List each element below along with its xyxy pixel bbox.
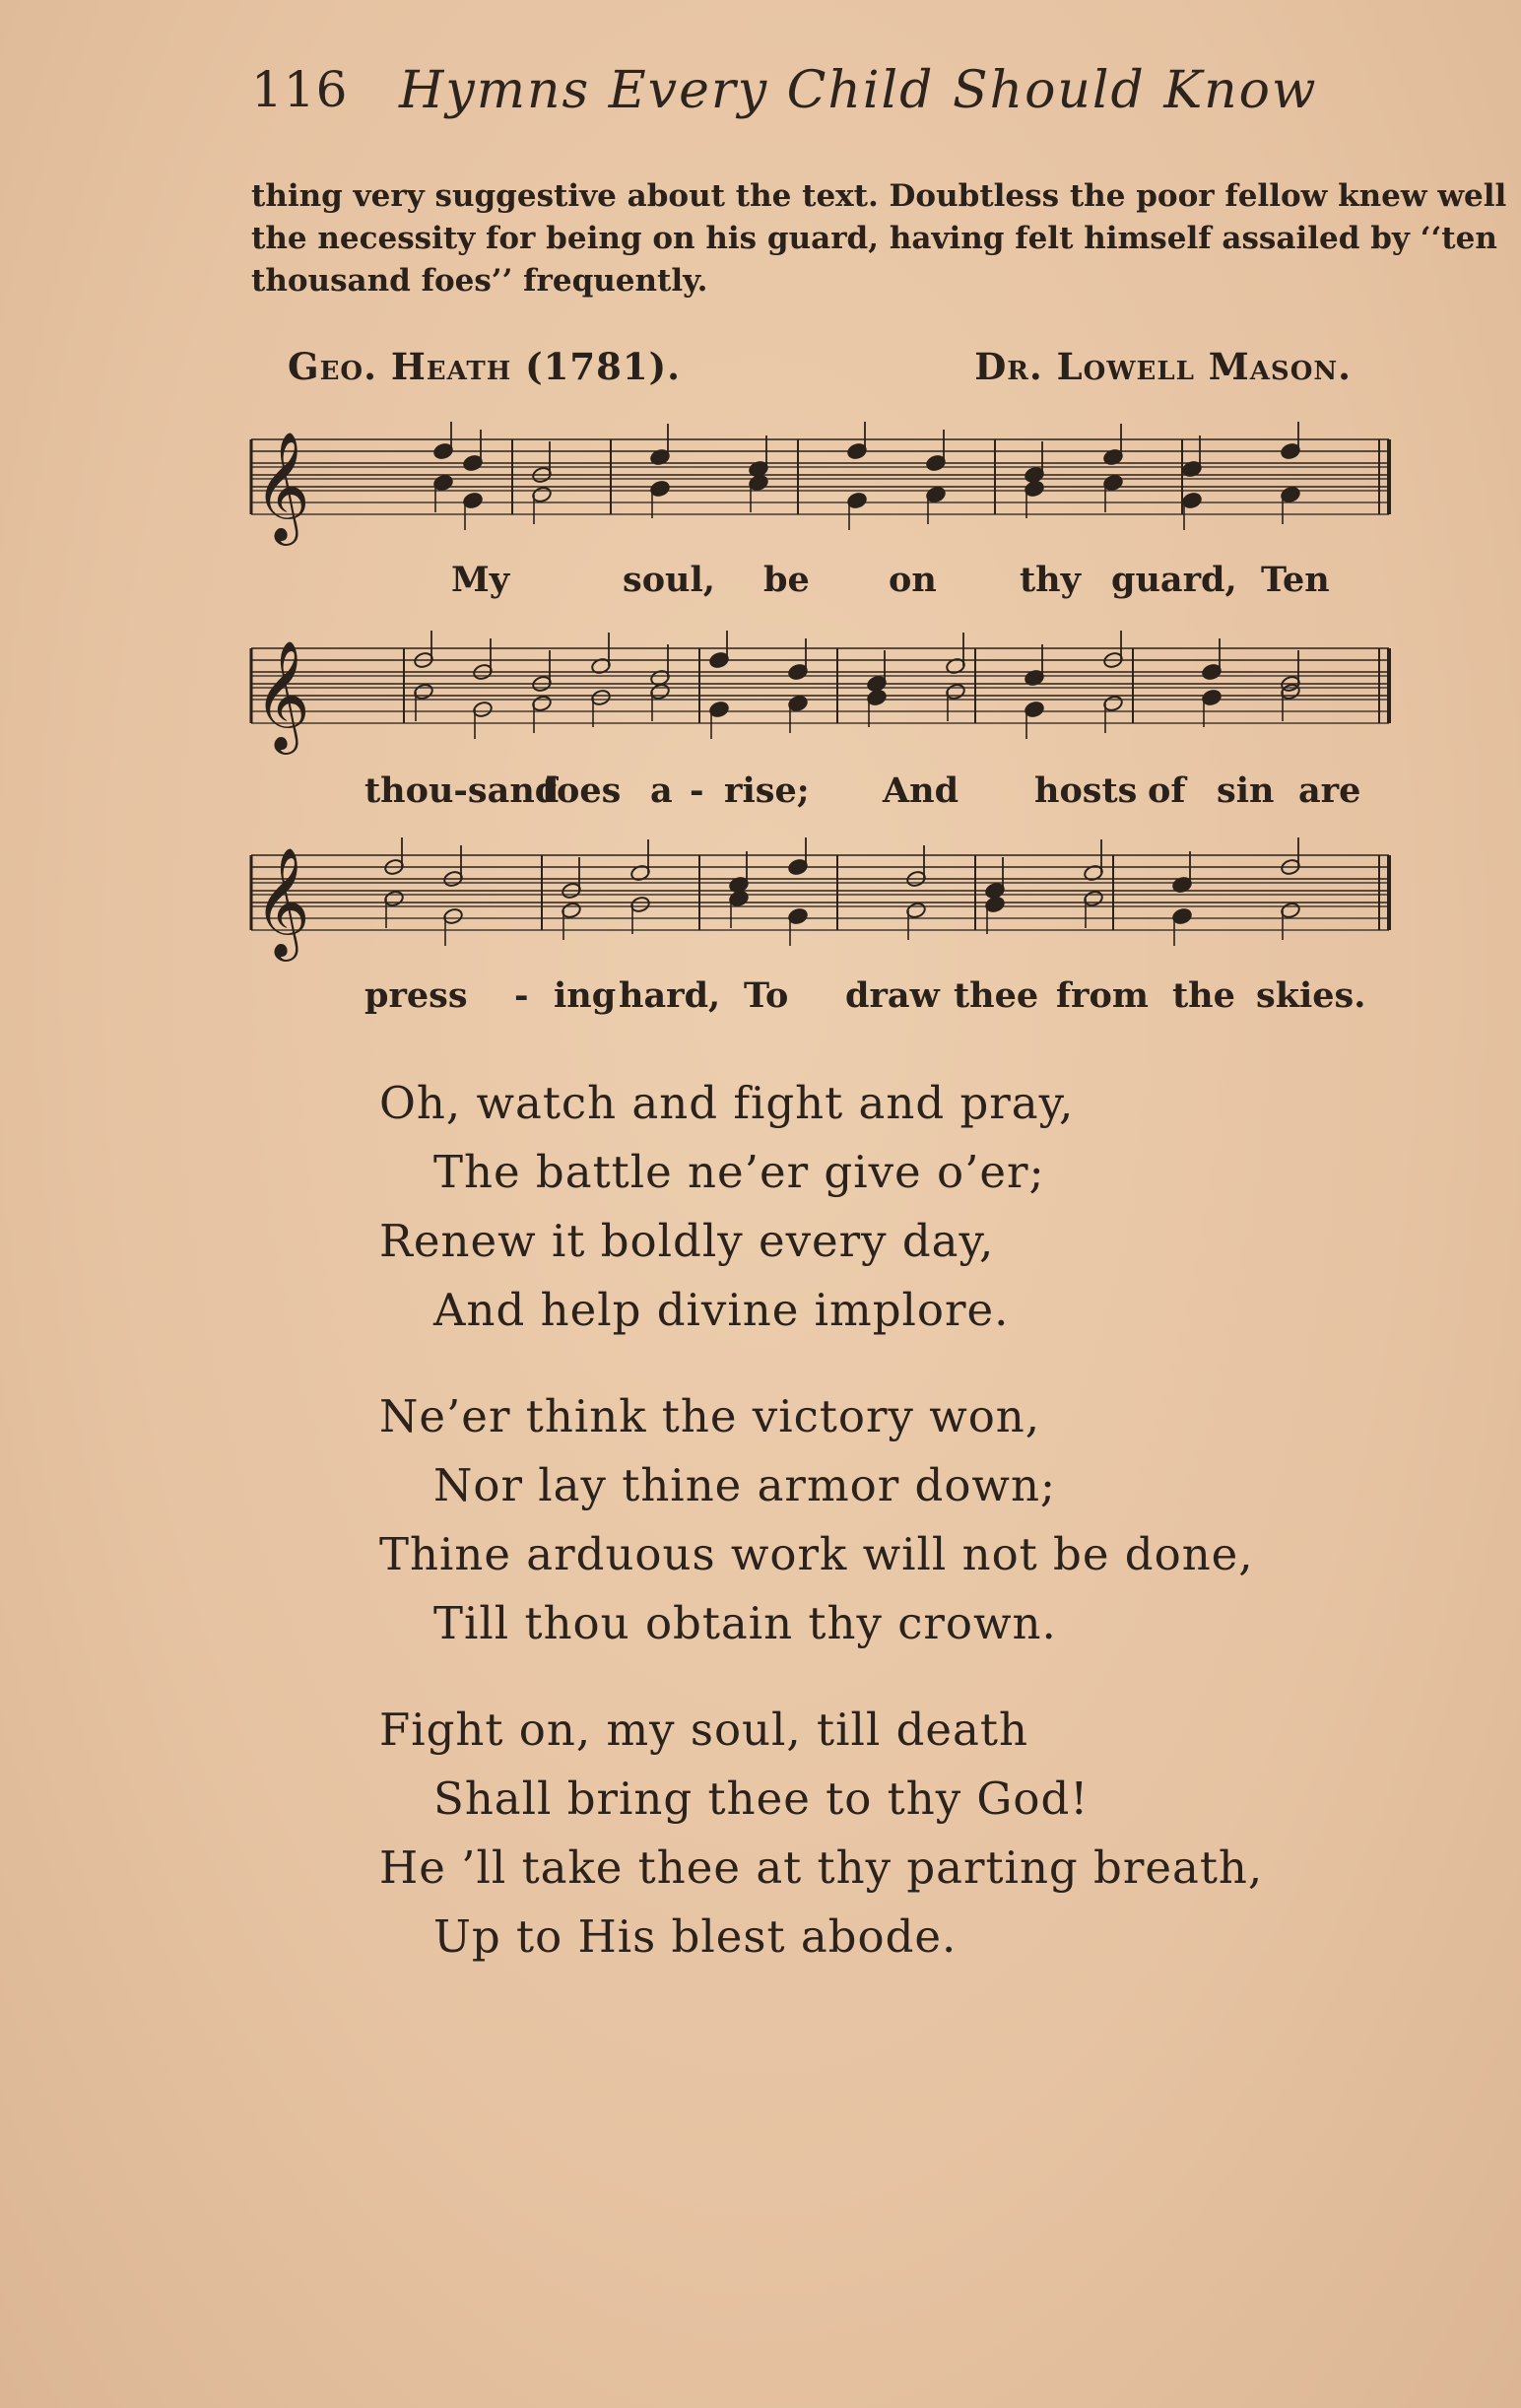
lyric-syllable: a <box>650 770 673 811</box>
prose-line: the necessity for being on his guard, having felt himself assailed by ‘‘ten <box>251 221 1497 256</box>
lyric-syllable: sin <box>1217 770 1275 811</box>
hymn-credits <box>288 345 1352 394</box>
verse-line: Renew it boldly every day, <box>379 1215 995 1267</box>
staff-2 <box>246 631 1399 769</box>
staff-1 <box>246 422 1399 560</box>
lyric-syllable: And <box>883 770 959 811</box>
verse-line: Fight on, my soul, till death <box>379 1704 1028 1756</box>
lyrics-line-1 <box>246 560 1399 609</box>
lyric-syllable: hard, <box>619 975 721 1016</box>
music-system-2 <box>246 631 1399 828</box>
verse-line: Nor lay thine armor down; <box>433 1459 1057 1511</box>
lyric-syllable: thou-sand <box>364 770 560 811</box>
lyric-syllable: press <box>364 975 468 1016</box>
treble-clef-icon: 𝄞 <box>254 846 310 957</box>
lyric-syllable: My <box>451 560 510 600</box>
prose-paragraph <box>251 175 1507 302</box>
verse-line: He ’ll take thee at thy parting breath, <box>379 1841 1264 1894</box>
stanza-3 <box>379 1696 1384 1972</box>
staff-3 <box>246 837 1399 975</box>
lyrics-line-2 <box>246 770 1399 820</box>
lyric-syllable: be <box>763 560 810 600</box>
verse-line: Oh, watch and fight and pray, <box>379 1077 1075 1129</box>
verse-line: The battle ne’er give o’er; <box>433 1146 1045 1198</box>
lyric-syllable: Ten <box>1261 560 1330 600</box>
lyric-syllable: rise; <box>724 770 810 811</box>
author-credit: Geo. Heath (1781). <box>288 345 682 388</box>
lyric-syllable: - <box>514 975 529 1016</box>
running-header <box>251 61 1335 130</box>
lyric-syllable: guard, <box>1111 560 1237 600</box>
lyric-syllable: thee <box>954 975 1039 1016</box>
lyric-syllable: - <box>690 770 704 811</box>
prose-line: thousand foes’’ frequently. <box>251 263 708 299</box>
composer-credit: Dr. Lowell Mason. <box>974 345 1352 388</box>
lyric-syllable: thy <box>1020 560 1081 600</box>
lyric-syllable: are <box>1298 770 1361 811</box>
lyric-syllable: on <box>889 560 937 600</box>
verse-line: Till thou obtain thy crown. <box>433 1597 1057 1649</box>
lyric-syllable: To <box>744 975 789 1016</box>
treble-clef-icon: 𝄞 <box>254 431 310 541</box>
lyric-syllable: draw <box>845 975 940 1016</box>
running-title: Hymns Every Child Should Know <box>399 61 1318 120</box>
page-number: 116 <box>251 61 349 118</box>
verse-line: Up to His blest abode. <box>433 1910 958 1963</box>
hymn-verses <box>379 1069 1384 2009</box>
music-system-3 <box>246 837 1399 1035</box>
verse-line: Ne’er think the victory won, <box>379 1390 1041 1442</box>
lyric-syllable: the <box>1172 975 1235 1016</box>
lyric-syllable: hosts <box>1034 770 1138 811</box>
verse-line: Shall bring thee to thy God! <box>433 1773 1090 1825</box>
treble-clef-icon: 𝄞 <box>254 639 310 750</box>
lyric-syllable: skies. <box>1256 975 1366 1016</box>
prose-line: thing very suggestive about the text. Doubtless the poor fellow knew well <box>251 178 1507 214</box>
lyrics-line-3 <box>246 975 1399 1025</box>
stanza-1 <box>379 1069 1384 1345</box>
stanza-2 <box>379 1382 1384 1658</box>
lyric-syllable: soul, <box>623 560 715 600</box>
music-system-1 <box>246 422 1399 619</box>
lyric-syllable: from <box>1056 975 1149 1016</box>
verse-line: And help divine implore. <box>433 1284 1010 1336</box>
verse-line: Thine arduous work will not be done, <box>379 1528 1254 1580</box>
lyric-syllable: of <box>1148 770 1186 811</box>
lyric-syllable: foes <box>542 770 622 811</box>
lyric-syllable: ing <box>554 975 617 1016</box>
